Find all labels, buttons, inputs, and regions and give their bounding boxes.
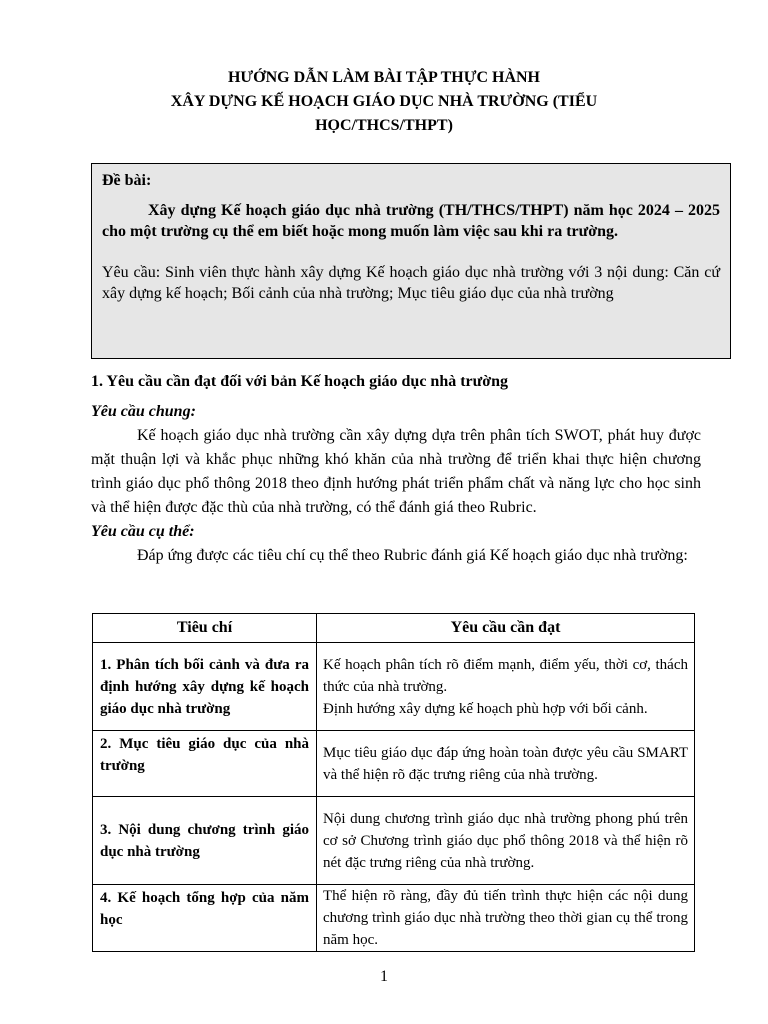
rubric-header-criterion: Tiêu chí bbox=[93, 614, 317, 643]
rubric-row bbox=[93, 731, 695, 797]
assignment-box bbox=[91, 163, 731, 359]
rubric-requirement-text: Định hướng xây dựng kế hoạch phù hợp với bối cảnh. bbox=[323, 700, 648, 717]
rubric-requirement-cell bbox=[317, 643, 695, 731]
assignment-task: Xây dựng Kế hoạch giáo dục nhà trường (TH/THCS/THPT) năm học 2024 – 2025 cho một trường cụ thể em biết hoặc mong muốn làm việc sau khi ra trường. bbox=[102, 201, 720, 240]
rubric-row bbox=[93, 797, 695, 885]
document-title-line-3: HỌC/THCS/THPT) bbox=[315, 117, 453, 134]
rubric-header-row bbox=[93, 614, 695, 643]
general-requirement-text: Kế hoạch giáo dục nhà trường cần xây dựng dựa trên phân tích SWOT, phát huy được mặt thuận lợi và khắc phục những khó khăn của nhà trường để triển khai thực hiện chương trình giáo dục phổ thông 2018 theo định hướng phát triển phẩm chất và năng lực cho học sinh và thể hiện được đặc thù của nhà trường, có thể đánh giá theo Rubric. bbox=[91, 427, 701, 516]
rubric-row bbox=[93, 885, 695, 952]
rubric-criterion: 4. Kế hoạch tổng hợp của năm học bbox=[93, 885, 317, 952]
rubric-requirement-text: Nội dung chương trình giáo dục nhà trường phong phú trên cơ sở Chương trình giáo dục phổ thông 2018 và thể hiện rõ nét đặc trưng riêng của nhà trường. bbox=[317, 797, 695, 885]
rubric-criterion: 1. Phân tích bối cảnh và đưa ra định hướng xây dựng kế hoạch giáo dục nhà trường bbox=[93, 643, 317, 731]
page-number: 1 bbox=[380, 968, 388, 985]
general-requirement-label: Yêu cầu chung: bbox=[91, 403, 196, 420]
rubric-row bbox=[93, 643, 695, 731]
assignment-requirement: Yêu cầu: Sinh viên thực hành xây dựng Kế hoạch giáo dục nhà trường với 3 nội dung: Căn cứ xây dựng kế hoạch; Bối cảnh của nhà trường; Mục tiêu giáo dục của nhà trường bbox=[102, 263, 720, 302]
rubric-requirement-text: Thể hiện rõ ràng, đầy đủ tiến trình thực hiện các nội dung chương trình giáo dục nhà trường theo thời gian cụ thể trong năm học. bbox=[317, 885, 695, 952]
rubric-header-requirement: Yêu cầu cần đạt bbox=[317, 614, 695, 643]
specific-requirement-text: Đáp ứng được các tiêu chí cụ thể theo Rubric đánh giá Kế hoạch giáo dục nhà trường: bbox=[137, 547, 688, 564]
document-title-line-1: HƯỚNG DẪN LÀM BÀI TẬP THỰC HÀNH bbox=[227, 69, 540, 86]
rubric-requirement-text: Kế hoạch phân tích rõ điểm mạnh, điểm yếu, thời cơ, thách thức của nhà trường. bbox=[323, 656, 688, 695]
rubric-criterion: 2. Mục tiêu giáo dục của nhà trường bbox=[93, 731, 317, 797]
document-title-line-2: XÂY DỰNG KẾ HOẠCH GIÁO DỤC NHÀ TRƯỜNG (TIỂU bbox=[170, 93, 598, 110]
rubric-requirement-text: Mục tiêu giáo dục đáp ứng hoàn toàn được yêu cầu SMART và thể hiện rõ đặc trưng riêng của nhà trường. bbox=[317, 731, 695, 797]
specific-requirement-label: Yêu cầu cụ thể: bbox=[91, 523, 195, 540]
section-1-heading: 1. Yêu cầu cần đạt đối với bản Kế hoạch giáo dục nhà trường bbox=[91, 373, 509, 390]
rubric-criterion: 3. Nội dung chương trình giáo dục nhà trường bbox=[93, 797, 317, 885]
rubric-table bbox=[92, 613, 695, 952]
assignment-label: Đề bài: bbox=[102, 172, 152, 189]
section-1 bbox=[91, 370, 701, 568]
